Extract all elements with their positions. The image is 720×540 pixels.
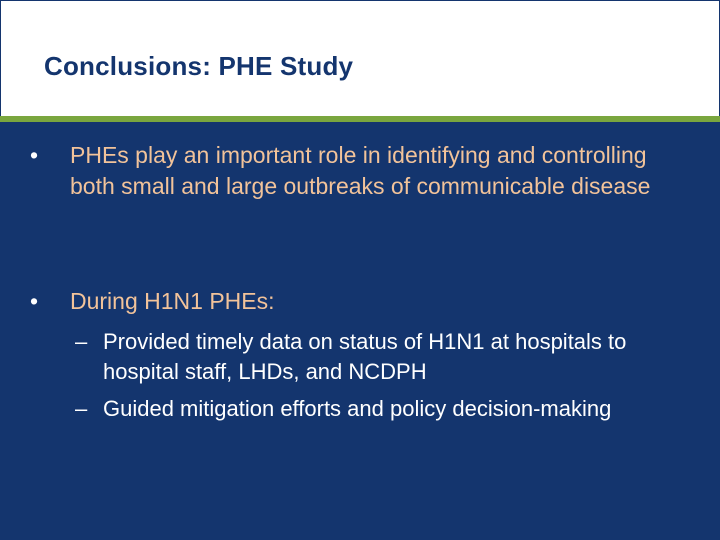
accent-divider [0,116,720,122]
bullet-marker: • [30,288,39,314]
sub-bullet-marker: – [75,396,88,421]
sub-bullet-item [75,327,675,387]
sub-bullet-marker: – [75,329,88,354]
bullet-text: PHEs play an important role in identifying and controlling both small and large outbreaks of communicable disease [70,142,651,199]
bullet-item [30,286,670,317]
bullet-marker: • [30,142,39,168]
slide-title: Conclusions: PHE Study [44,51,354,81]
bullet-text: During H1N1 PHEs: [70,288,275,314]
sub-bullet-text: Guided mitigation efforts and policy decision-making [103,396,612,421]
bullet-item [30,140,670,202]
title-bar [0,0,720,116]
sub-bullet-text: Provided timely data on status of H1N1 at hospitals to hospital staff, LHDs, and NCDPH [103,329,627,384]
sub-bullet-item [75,394,675,424]
